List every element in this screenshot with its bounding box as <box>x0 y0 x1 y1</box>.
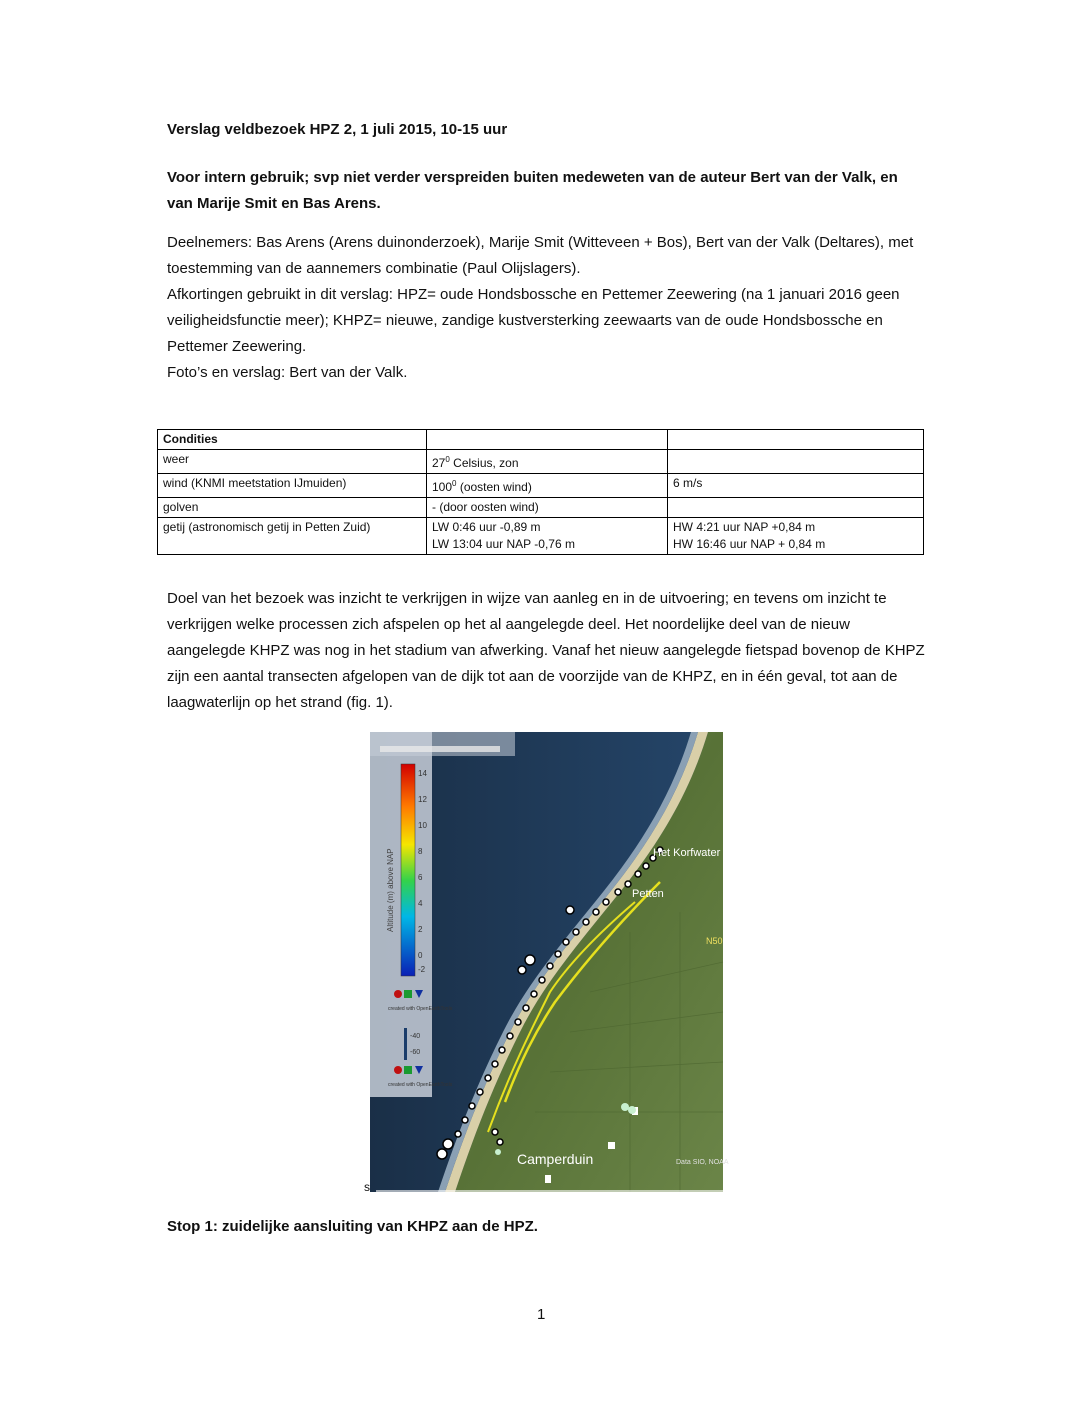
legend2-tick: -60 <box>410 1049 421 1056</box>
page-number: 1 <box>537 1306 546 1323</box>
table-row <box>158 450 924 474</box>
stop1-heading: Stop 1: zuidelijke aansluiting van KHPZ aan de HPZ. <box>167 1218 538 1235</box>
table-row <box>158 430 924 450</box>
tide-low: LW 0:46 uur -0,89 m LW 13:04 uur NAP -0,76 m <box>427 518 668 555</box>
legend-credit-2: created with OpenEarthTools <box>388 1082 453 1088</box>
weather-label: weer <box>158 450 427 474</box>
figure-caption-fragment: s <box>364 1180 370 1194</box>
confidential-notice: Voor intern gebruik; svp niet verder verspreiden buiten medeweten van de auteur Bert van der Valk, en van Marije Smit en Bas Arens. <box>167 169 898 212</box>
satellite-map-figure <box>370 732 729 1192</box>
credits-text: Foto’s en verslag: Bert van der Valk. <box>167 364 408 381</box>
tide-high: HW 4:21 uur NAP +0,84 m HW 16:46 uur NAP + 0,84 m <box>668 518 924 555</box>
legend-tick: -2 <box>418 965 426 974</box>
map-label-camperduin: Camperduin <box>517 1151 594 1167</box>
legend-tick: 12 <box>418 795 427 804</box>
map-label-petten: Petten <box>632 888 664 900</box>
legend-credit: created with OpenEarthTools <box>388 1006 453 1012</box>
legend-tick: 10 <box>418 821 427 830</box>
legend-tick: 0 <box>418 951 423 960</box>
tide-label: getij (astronomisch getij in Petten Zuid) <box>158 518 427 555</box>
table-row <box>158 474 924 498</box>
participants-text: Deelnemers: Bas Arens (Arens duinonderzoek), Marije Smit (Witteveen + Bos), Bert van der Valk (Deltares), met toestemming van de aannemers combinatie (Paul Olijslagers). <box>167 234 914 277</box>
legend-tick: 14 <box>418 769 427 778</box>
abbreviations-text: Afkortingen gebruikt in dit verslag: HPZ= oude Hondsbossche en Pettemer Zeewering (na 1 januari 2016 geen veiligheidsfunctie meer); KHPZ= nieuwe, zandige kustversterking zeewaarts van de oude Hondsbossche en Pettemer Zeewering. <box>167 286 900 355</box>
report-title: Verslag veldbezoek HPZ 2, 1 juli 2015, 10-15 uur <box>167 121 508 138</box>
map-label-korfwater: Het Korfwater <box>653 847 721 859</box>
waves-label: golven <box>158 498 427 518</box>
wind-value: $100^0$ (oosten wind) <box>427 474 668 498</box>
waves-value: - (door oosten wind) <box>427 498 668 518</box>
legend-tick: 8 <box>418 847 423 856</box>
map-label-road: N50 <box>706 936 723 946</box>
legend-tick: 2 <box>418 925 423 934</box>
legend-tick: 4 <box>418 899 423 908</box>
legend-title: Altitude (m) above NAP <box>386 848 395 932</box>
intro-section <box>167 230 927 386</box>
legend-tick: 6 <box>418 873 423 882</box>
weather-value: $27^0$ Celsius, zon <box>427 450 668 474</box>
table-row <box>158 518 924 555</box>
wind-speed: 6 m/s <box>668 474 924 498</box>
table-row <box>158 498 924 518</box>
altitude-color-bar <box>401 764 415 976</box>
conditions-header: Condities <box>158 430 427 450</box>
purpose-text: Doel van het bezoek was inzicht te verkrijgen in wijze van aanleg en in de uitvoering; en tevens om inzicht te verkrijgen welke processen zich afspelen op het al aangelegde deel. Het noordelijke deel van de nieuw aangelegde KHPZ was nog in het stadium van afwerking. Vanaf het nieuw aangelegde fietspad bovenop de KHPZ zijn een aantal transecten afgelopen van de dijk tot aan de voorzijde van de KHPZ, en in één geval, tot aan de laagwaterlijn op het strand (fig. 1). <box>167 590 925 711</box>
conditions-table <box>157 429 924 555</box>
wind-label: wind (KNMI meetstation IJmuiden) <box>158 474 427 498</box>
map-attribution: Data SIO, NOAA <box>676 1159 729 1166</box>
legend2-tick: -40 <box>410 1033 421 1040</box>
